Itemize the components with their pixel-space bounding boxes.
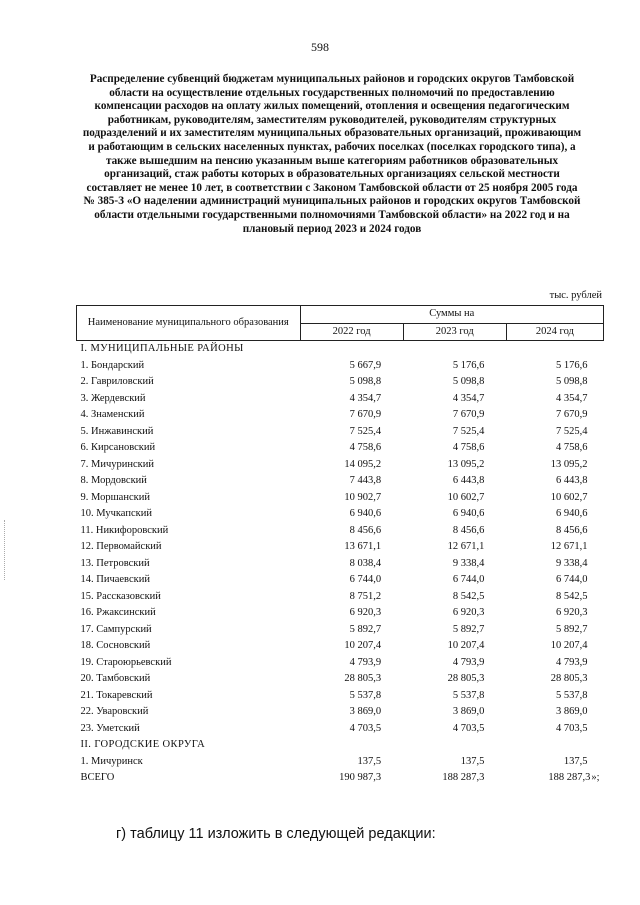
amount-2023: 6 443,8 [452, 475, 485, 486]
amount-2023: 5 892,7 [452, 623, 485, 635]
municipality-name: 11. Никифоровский [80, 524, 169, 536]
table-row [77, 523, 604, 540]
municipality-name: 13. Петровский [80, 557, 150, 569]
municipality-name: 1. Бондарский [80, 359, 145, 371]
amount-2024: 10 207,4 [550, 640, 588, 651]
amount-2022: 5 537,8 [349, 689, 382, 701]
amount-2024: 12 671,1 [550, 541, 588, 552]
amount-2023: 6 940,6 [452, 508, 485, 519]
scan-edge-mark [4, 520, 6, 580]
municipality-name: 19. Староюрьевский [80, 656, 172, 668]
header-year-2022: 2022 год [300, 323, 403, 341]
amount-2022: 10 902,7 [344, 491, 382, 503]
amount-2023: 7 670,9 [452, 409, 485, 420]
amount-2022: 4 703,5 [349, 722, 382, 734]
amount-2022: 6 940,6 [349, 508, 382, 519]
amount-2022: 3 869,0 [349, 706, 382, 717]
amount-2022: 7 525,4 [349, 425, 382, 437]
footer-instruction: г) таблицу 11 изложить в следующей редакции: [116, 826, 436, 842]
table-row [77, 622, 604, 639]
amount-2024: 6 920,3 [556, 607, 588, 618]
amount-2024: 4 758,6 [556, 442, 588, 453]
units-label: тыс. рублей [549, 290, 602, 301]
total-2023: 188 287,3 [442, 772, 485, 783]
table-row [77, 407, 604, 424]
municipality-name: 16. Ржаксинский [80, 607, 156, 618]
amount-2024: 3 869,0 [556, 706, 588, 717]
amount-2022: 8 751,2 [349, 590, 382, 602]
section-heading-city-districts: II. ГОРОДСКИЕ ОКРУГА [80, 739, 206, 750]
amount-2023: 4 703,5 [452, 722, 485, 734]
amount-2022: 6 744,0 [349, 574, 382, 585]
amount-2022: 8 038,4 [349, 557, 382, 569]
table-row [77, 473, 604, 490]
amount-2024: 9 338,4 [556, 557, 588, 569]
municipality-name: 15. Рассказовский [80, 590, 161, 602]
municipality-name: 8. Мордовский [80, 475, 147, 486]
amount-2024: 5 537,8 [556, 689, 588, 701]
table-row [77, 704, 604, 721]
table-row [77, 721, 604, 738]
municipality-name: 2. Гавриловский [80, 376, 154, 387]
amount-2023: 4 793,9 [452, 656, 485, 668]
table-row [77, 424, 604, 441]
header-year-2024: 2024 год [506, 323, 603, 341]
amount-2023: 9 338,4 [452, 557, 485, 569]
table-row [77, 391, 604, 408]
amount-2023: 4 758,6 [452, 442, 485, 453]
amount-2024: 13 095,2 [550, 458, 588, 470]
document-title: Распределение субвенций бюджетам муниципальных районов и городских округов Тамбовской области на осуществление отдельных государственных полномочий по предоставлению компенсации расходов на оплату жилых помещений, отопления и освещения педагогическим работникам, руководителям, заместителям руководителей, руководителям структурных подразделений и их заместителям муниципальных образовательных организаций, проживающим и работающим в сельских населенных пунктах, рабочих поселках (поселках городского типа), а также вышедшим на пенсию указанным выше категориям работников образовательных организаций, стаж работы которых в образовательных организациях сельской местности составляет не менее 10 лет, в соответствии с Законом Тамбовской области от 25 ноября 2005 года № 385-З «О наделении администраций муниципальных районов и городских округов Тамбовской области отдельными государственными полномочиями Тамбовской области» на 2022 год и на плановый период 2023 и 2024 годов [82, 73, 582, 235]
amount-2023: 13 095,2 [447, 458, 485, 470]
closing-quote: »; [591, 772, 600, 783]
amount-2024: 8 542,5 [556, 590, 588, 602]
table-row [77, 440, 604, 457]
municipality-name: 23. Уметский [80, 722, 140, 734]
municipality-name: 6. Кирсановский [80, 442, 156, 453]
municipality-name: 22. Уваровский [80, 706, 149, 717]
amount-2022: 28 805,3 [344, 673, 382, 684]
amount-2023: 6 920,3 [452, 607, 485, 618]
table-row [77, 605, 604, 622]
header-name-column: Наименование муниципального образования [77, 306, 301, 341]
amount-2024: 4 354,7 [556, 392, 588, 404]
amount-2022: 13 671,1 [344, 541, 382, 552]
amount-2024: 4 703,5 [556, 722, 588, 734]
amount-2022: 6 920,3 [349, 607, 382, 618]
amount-2024: 6 443,8 [556, 475, 588, 486]
total-label: ВСЕГО [80, 772, 115, 783]
amount-2023: 5 098,8 [452, 376, 485, 387]
municipality-name: 20. Тамбовский [80, 673, 151, 684]
amount-2023: 5 176,6 [452, 359, 485, 371]
table-row [77, 688, 604, 705]
municipality-name: 10. Мучкапский [80, 508, 152, 519]
amount-2023: 28 805,3 [447, 673, 485, 684]
table-row [77, 490, 604, 507]
amount-2022: 137,5 [357, 755, 382, 767]
amount-2024: 6 940,6 [556, 508, 588, 519]
amount-2023: 137,5 [460, 755, 485, 767]
amount-2022: 5 892,7 [349, 623, 382, 635]
municipality-name: 21. Токаревский [80, 689, 153, 701]
amount-2024: 5 098,8 [556, 376, 588, 387]
total-2022: 190 987,3 [339, 772, 382, 783]
total-row [77, 770, 604, 787]
section-heading-districts: I. МУНИЦИПАЛЬНЫЕ РАЙОНЫ [80, 343, 244, 354]
header-sums-on: Суммы на [300, 306, 603, 324]
table-row [77, 589, 604, 606]
amount-2022: 7 443,8 [349, 475, 382, 486]
table-row [77, 638, 604, 655]
table-row [77, 539, 604, 556]
table-row [77, 572, 604, 589]
table-row [77, 457, 604, 474]
amount-2022: 4 793,9 [349, 656, 382, 668]
amount-2023: 10 207,4 [447, 640, 485, 651]
amount-2022: 14 095,2 [344, 458, 382, 470]
municipality-name: 4. Знаменский [80, 409, 145, 420]
table-row [77, 358, 604, 375]
amount-2024: 5 892,7 [556, 623, 588, 635]
table-row [77, 506, 604, 523]
amount-2022: 5 098,8 [349, 376, 382, 387]
amount-2023: 12 671,1 [447, 541, 485, 552]
table-row [77, 374, 604, 391]
table-row [77, 556, 604, 573]
amount-2024: 4 793,9 [556, 656, 588, 668]
municipality-name: 12. Первомайский [80, 541, 162, 552]
municipality-name: 17. Сампурский [80, 623, 152, 635]
table-row [77, 754, 604, 771]
municipality-name: 1. Мичуринск [80, 755, 143, 767]
amount-2023: 8 542,5 [452, 590, 485, 602]
amount-2022: 4 354,7 [349, 392, 382, 404]
amount-2024: 28 805,3 [550, 673, 588, 684]
amount-2023: 7 525,4 [452, 425, 485, 437]
municipality-name: 18. Сосновский [80, 640, 151, 651]
amount-2022: 10 207,4 [344, 640, 382, 651]
amount-2023: 3 869,0 [452, 706, 485, 717]
amount-2023: 5 537,8 [452, 689, 485, 701]
amount-2024: 7 670,9 [556, 409, 588, 420]
amount-2023: 6 744,0 [452, 574, 485, 585]
amount-2023: 4 354,7 [452, 392, 485, 404]
header-year-2023: 2023 год [403, 323, 506, 341]
amount-2022: 8 456,6 [349, 524, 382, 536]
municipality-name: 7. Мичуринский [80, 458, 154, 470]
amount-2023: 10 602,7 [447, 491, 485, 503]
amount-2022: 5 667,9 [349, 359, 382, 371]
municipality-name: 9. Моршанский [80, 491, 150, 503]
amount-2024: 5 176,6 [556, 359, 588, 371]
municipality-name: 3. Жердевский [80, 392, 146, 404]
subvention-table [76, 305, 604, 787]
table-row [77, 671, 604, 688]
page-number: 598 [311, 40, 329, 54]
amount-2024: 10 602,7 [550, 491, 588, 503]
total-2024-value: 188 287,3 [548, 772, 591, 783]
municipality-name: 14. Пичаевский [80, 574, 150, 585]
amount-2022: 7 670,9 [349, 409, 382, 420]
table-row [77, 655, 604, 672]
municipality-name: 5. Инжавинский [80, 425, 154, 437]
amount-2023: 8 456,6 [452, 524, 485, 536]
total-2024 [506, 770, 603, 787]
amount-2024: 137,5 [563, 755, 588, 767]
amount-2022: 4 758,6 [349, 442, 382, 453]
amount-2024: 8 456,6 [556, 524, 588, 536]
amount-2024: 6 744,0 [556, 574, 588, 585]
amount-2024: 7 525,4 [556, 425, 588, 437]
